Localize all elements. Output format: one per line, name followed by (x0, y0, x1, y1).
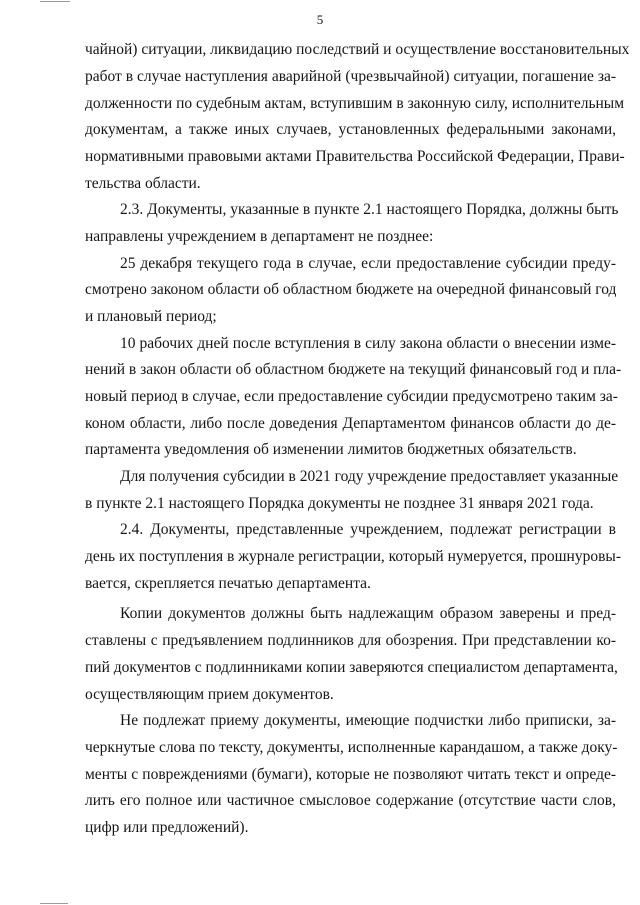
text-line: менты с повреждениями (бумаги), которые не позволяют читать текст и опреде- (85, 766, 616, 783)
text-line: 2.4. Документы, представленные учреждением, подлежат регистрации в (120, 521, 616, 538)
text-line: 10 рабочих дней после вступления в силу закона области о внесении изме- (120, 335, 616, 352)
page-number: 5 (316, 12, 324, 27)
text-line: день их поступления в журнале регистрации, который нумеруется, прошнуровы- (85, 548, 621, 565)
text-line: долженности по судебным актам, вступившим в законную силу, исполнительным (85, 95, 625, 112)
text-line: коном области, либо после доведения Департаментом финансов области до де- (85, 415, 616, 432)
text-line: Не подлежат приему документы, имеющие подчистки либо приписки, за- (120, 712, 616, 729)
text-line: смотрено законом области об областном бюджете на очередной финансовый год (85, 281, 617, 298)
text-line: Для получения субсидии в 2021 году учреждение предоставляет указанные (120, 468, 619, 485)
text-line: черкнутые слова по тексту, документы, исполненные карандашом, а также доку- (85, 739, 618, 756)
text-line: 25 декабря текущего года в случае, если предоставление субсидии преду- (120, 255, 616, 272)
text-line: новый период в случае, если предоставление субсидии предусмотрено таким за- (85, 388, 618, 405)
text-line: осуществляющим прием документов. (85, 686, 334, 703)
text-line: документам, а также иных случаев, установленных федеральными законами, (85, 121, 616, 138)
text-line: вается, скрепляется печатью департамента. (85, 575, 371, 592)
text-line: чайной) ситуации, ликвидацию последствий и осуществление восстановительных (85, 41, 630, 58)
scan-artifact-top (40, 1, 70, 2)
text-line: и плановый период; (85, 308, 217, 325)
scan-artifact-bottom (40, 903, 68, 904)
text-line: цифр или предложений). (85, 819, 249, 836)
text-line: партамента уведомления об изменении лимитов бюджетных обязательств. (85, 441, 577, 458)
text-line: работ в случае наступления аварийной (чрезвычайной) ситуации, погашение за- (85, 68, 616, 85)
text-line: направлены учреждением в департамент не позднее: (85, 228, 434, 245)
text-line: пий документов с подлинниками копии заверяются специалистом департамента, (85, 659, 618, 676)
text-line: Копии документов должны быть надлежащим образом заверены и пред- (120, 605, 616, 622)
text-line: нений в закон области об областном бюджете на текущий финансовый год и пла- (85, 361, 622, 378)
text-line: ставлены с предъявлением подлинников для обозрения. При представлении ко- (85, 632, 616, 649)
text-line: нормативными правовыми актами Правительства Российской Федерации, Прави- (85, 148, 625, 165)
text-line: 2.3. Документы, указанные в пункте 2.1 настоящего Порядка, должны быть (120, 201, 619, 218)
text-line: тельства области. (85, 175, 201, 192)
text-line: в пункте 2.1 настоящего Порядка документы не позднее 31 января 2021 года. (85, 495, 594, 512)
text-line: лить его полное или частичное смысловое содержание (отсутствие части слов, (85, 792, 616, 809)
